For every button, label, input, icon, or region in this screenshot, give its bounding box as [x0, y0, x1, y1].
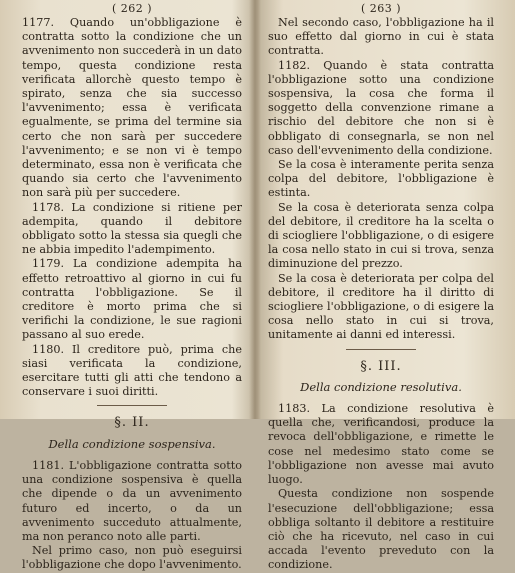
section-divider	[346, 349, 416, 350]
section-title: §. III.	[360, 358, 402, 374]
paragraph: Se la cosa è interamente perita senza colpa del debitore, l'obbligazione è estinta.	[268, 158, 494, 200]
page-number: ( 263 )	[360, 2, 402, 15]
section-divider	[97, 405, 167, 406]
article-1177: 1177. Quando un'obbligazione è contratta sotto la condizione che un avvenimento non succederà in un dato tempo, questa condizione resta verificata allorchè questo tempo è spirato, senza che sia successo l'avvenimento; essa è verificata egualmente, se prima del termine sia certo che non sarà per succedere l'avvenimento; e se non vi è tempo determinato, essa non è verificata che quando sia certo che l'avvenimento non sarà più per succedere.	[22, 16, 242, 200]
section-title: §. II.	[114, 415, 150, 431]
left-page	[22, 0, 242, 572]
section-subtitle: Della condizione sospensiva.	[48, 436, 216, 451]
right-page	[268, 0, 494, 572]
paragraph: Se la cosa è deteriorata senza colpa del debitore, il creditore ha la scelta o di sciogliere l'obbligazione, o di esigere la cosa nello stato in cui si trova, senza diminuzione del prezzo.	[268, 200, 494, 271]
article-1178: 1178. La condizione si ritiene per adempita, quando il debitore obbligato sotto la stessa sia quegli che ne abbia impedito l'adempimento.	[22, 200, 242, 257]
paragraph: Questa condizione non sospende l'esecuzione dell'obbligazione; essa obbliga soltanto il debitore a restituire ciò che ha ricevuto, nel caso in cui accada l'evento preveduto con la condizione.	[268, 487, 494, 572]
article-1179: 1179. La condizione adempita ha effetto retroattivo al giorno in cui fu contratta l'obbligazione. Se il creditore è morto prima che si verifichi la condizione, le sue ragioni passano al suo erede.	[22, 257, 242, 342]
paragraph: Nel secondo caso, l'obbligazione ha il suo effetto dal giorno in cui è stata contratta.	[268, 16, 494, 58]
article-1182: 1182. Quando è stata contratta l'obbligazione sotto una condizione sospensiva, la cosa che forma il soggetto della convenzione rimane a rischio del debitore che non si è obbligato di consegnarla, se non nel caso dell'evvenimento della condizione.	[268, 58, 494, 157]
paragraph: Nel primo caso, non può eseguirsi l'obbligazione che dopo l'avvenimento.	[22, 544, 242, 572]
article-1180: 1180. Il creditore può, prima che siasi verificata la condizione, esercitare tutti gli atti che tendono a conservare i suoi diritti.	[22, 342, 242, 399]
article-1181: 1181. L'obbligazione contratta sotto una condizione sospensiva è quella che dipende o da un avvenimento futuro ed incerto, o da un avvenimento succeduto attualmente, ma non peranco noto alle parti.	[22, 458, 242, 543]
book-gutter	[249, 0, 261, 419]
paragraph: Se la cosa è deteriorata per colpa del debitore, il creditore ha il diritto di sciogliere l'obbligazione, o di esigere la cosa nello stato in cui si trova, unitamente ai danni ed interessi.	[268, 271, 494, 342]
article-1183: 1183. La condizione resolutiva è quella che, verificandosi, produce la revoca dell'obbligazione, e rimette le cose nel medesimo stato come se l'obbligazione non avesse mai avuto luogo.	[268, 402, 494, 487]
page-number: ( 262 )	[111, 2, 153, 15]
section-subtitle: Della condizione resolutiva.	[300, 379, 462, 394]
